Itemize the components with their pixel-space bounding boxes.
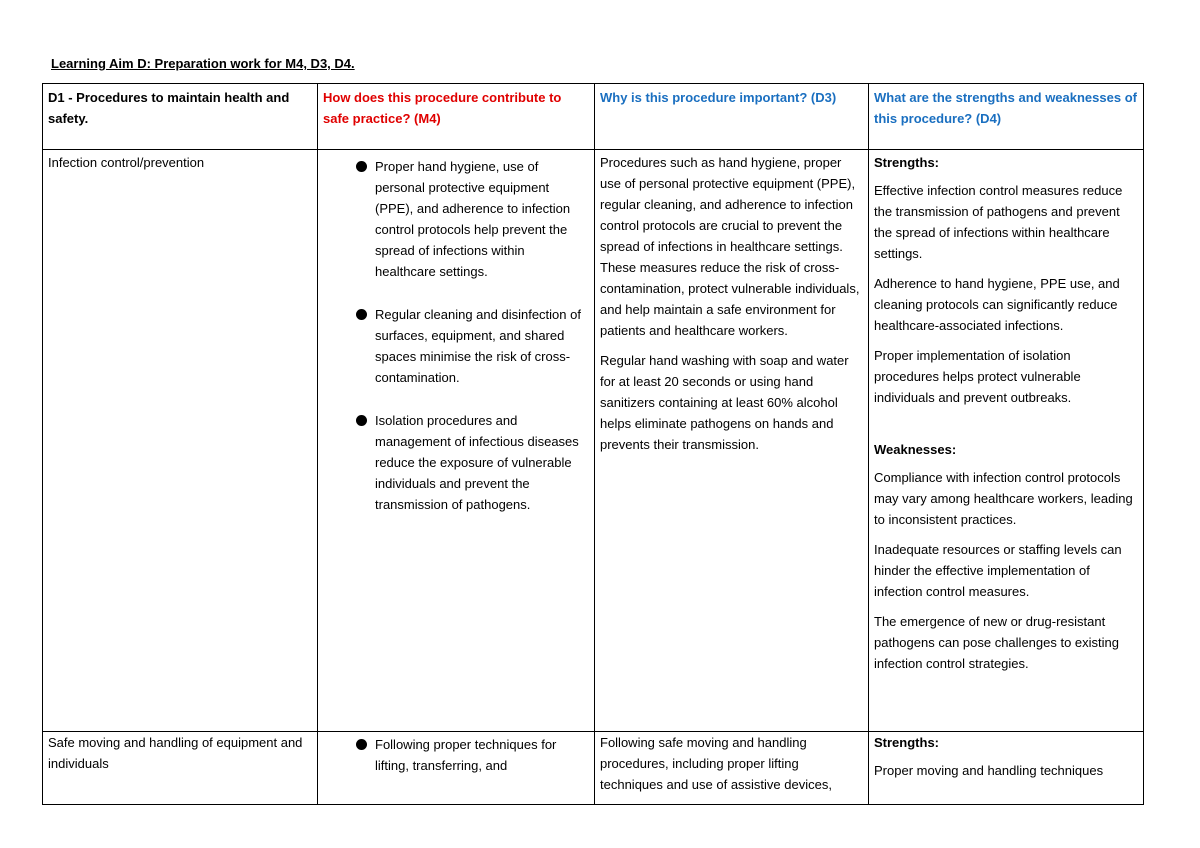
list-item bbox=[323, 304, 588, 388]
weaknesses-label: Weaknesses: bbox=[874, 442, 957, 457]
strength-paragraph: Proper implementation of isolation procedures helps protect vulnerable individuals and prevent outbreaks. bbox=[874, 348, 1081, 405]
procedures-table bbox=[42, 83, 1144, 805]
list-item-text: Proper hand hygiene, use of personal protective equipment (PPE), and adherence to infection control protocols help prevent the spread of infections within healthcare settings. bbox=[375, 159, 571, 279]
contribution-cell bbox=[318, 732, 595, 805]
list-item-text: Regular cleaning and disinfection of surfaces, equipment, and shared spaces minimise the risk of cross-contamination. bbox=[375, 307, 581, 385]
importance-paragraph: Regular hand washing with soap and water for at least 20 seconds or using hand sanitizers containing at least 60% alcohol helps eliminate pathogens on hands and prevents their transmission. bbox=[600, 353, 849, 452]
importance-cell bbox=[595, 150, 869, 732]
weakness-paragraph: The emergence of new or drug-resistant pathogens can pose challenges to existing infection control strategies. bbox=[874, 614, 1120, 671]
list-item bbox=[323, 734, 588, 776]
table-row bbox=[43, 150, 1144, 732]
weakness-paragraph: Compliance with infection control protocols may vary among healthcare workers, leading to inconsistent practices. bbox=[874, 470, 1133, 527]
procedure-cell: Safe moving and handling of equipment and individuals bbox=[43, 732, 318, 805]
importance-paragraph: Procedures such as hand hygiene, proper use of personal protective equipment (PPE), regular cleaning, and adherence to infection control protocols are crucial to prevent the spread of infections in healthcare settings. These measures reduce the risk of cross-contamination, protect vulnerable individuals, and help maintain a safe environment for patients and healthcare workers. bbox=[600, 155, 860, 338]
strength-paragraph: Adherence to hand hygiene, PPE use, and cleaning protocols can significantly reduce healthcare-associated infections. bbox=[874, 276, 1120, 333]
importance-paragraph: Following safe moving and handling procedures, including proper lifting techniques and use of assistive devices, bbox=[600, 735, 832, 792]
header-procedure: D1 - Procedures to maintain health and safety. bbox=[43, 84, 318, 150]
list-item bbox=[323, 410, 588, 515]
table-row bbox=[43, 732, 1144, 805]
strength-paragraph: Proper moving and handling techniques bbox=[874, 763, 1104, 778]
strengths-label: Strengths: bbox=[874, 735, 939, 750]
list-item-text: Following proper techniques for lifting, transferring, and bbox=[375, 737, 557, 773]
header-contribution: How does this procedure contribute to safe practice? (M4) bbox=[318, 84, 595, 150]
header-importance: Why is this procedure important? (D3) bbox=[595, 84, 869, 150]
contribution-list bbox=[323, 156, 588, 515]
table-header-row bbox=[43, 84, 1144, 150]
list-item-text: Isolation procedures and management of infectious diseases reduce the exposure of vulnerable individuals and prevent the transmission of pathogens. bbox=[375, 413, 579, 512]
importance-cell bbox=[595, 732, 869, 805]
header-strengths-weaknesses: What are the strengths and weaknesses of this procedure? (D4) bbox=[869, 84, 1144, 150]
strengths-label: Strengths: bbox=[874, 155, 939, 170]
strength-paragraph: Effective infection control measures reduce the transmission of pathogens and prevent the spread of infections within healthcare settings. bbox=[874, 183, 1123, 261]
document-heading: Learning Aim D: Preparation work for M4, D3, D4. bbox=[51, 56, 355, 71]
evaluation-cell bbox=[869, 150, 1144, 732]
contribution-cell bbox=[318, 150, 595, 732]
weakness-paragraph: Inadequate resources or staffing levels can hinder the effective implementation of infection control measures. bbox=[874, 542, 1122, 599]
procedure-cell: Infection control/prevention bbox=[43, 150, 318, 732]
list-item bbox=[323, 156, 588, 282]
evaluation-cell bbox=[869, 732, 1144, 805]
contribution-list bbox=[323, 734, 588, 776]
bullet-icon bbox=[356, 415, 367, 426]
bullet-icon bbox=[356, 309, 367, 320]
bullet-icon bbox=[356, 739, 367, 750]
bullet-icon bbox=[356, 161, 367, 172]
